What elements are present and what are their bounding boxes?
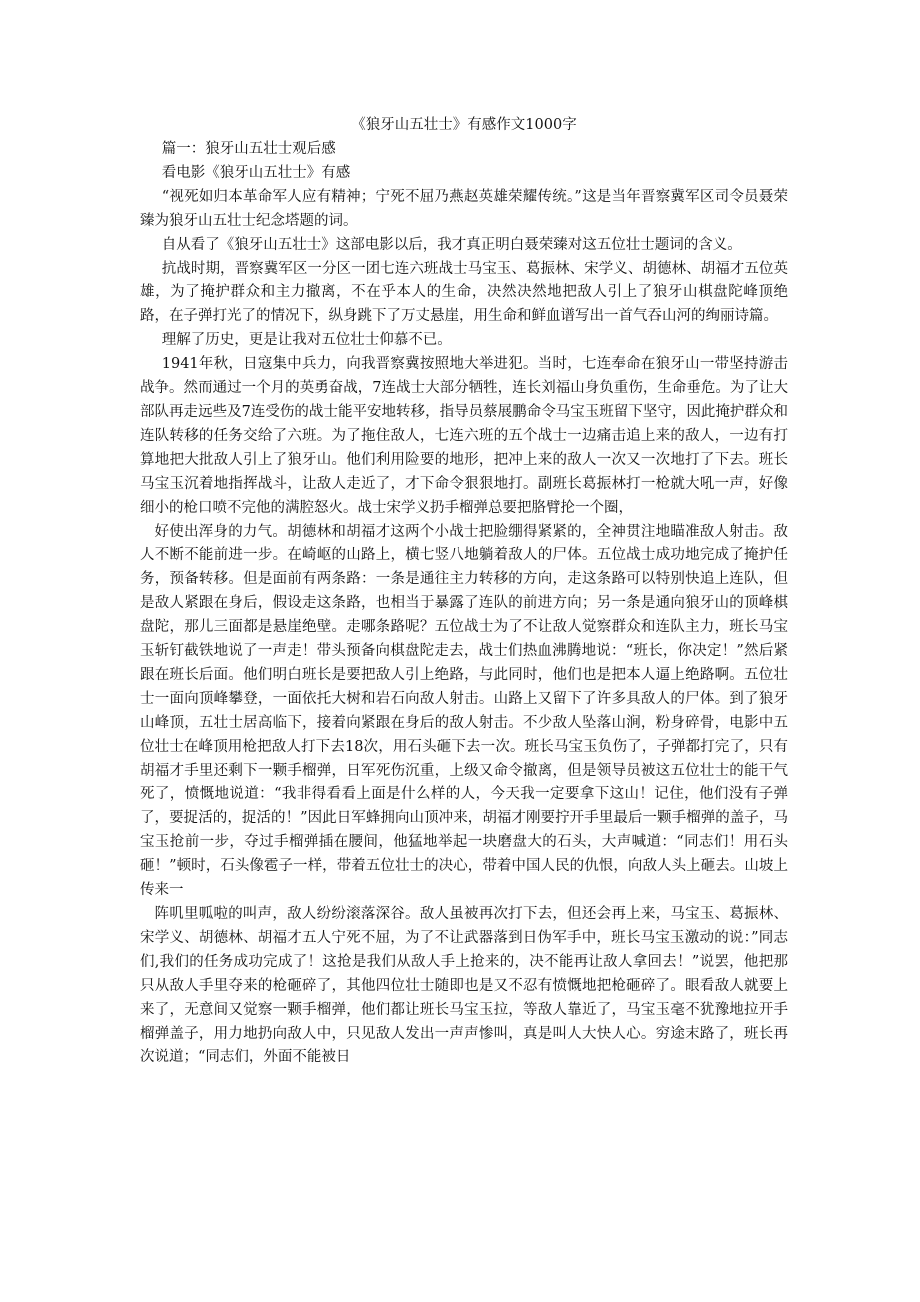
paragraph-quote: “视死如归本革命军人应有精神；宁死不屈乃燕赵英雄荣耀传统。”这是当年晋察冀军区司令员聂荣臻为狼牙山五壮士纪念塔题的词。: [140, 188, 788, 229]
document-page: [140, 114, 788, 1070]
paragraph-subtitle: 看电影《狼牙山五壮士》有感: [161, 164, 351, 181]
paragraph-body: 抗战时期，晋察冀军区一分区一团七连六班战士马宝玉、葛振林、宋学义、胡德林、胡福才五位英雄，为了掩护群众和主力撤离，不在乎本人的生命，决然决然地把敌人引上了狼牙山棋盘陀峰顶绝路，在子弹打光了的情况下，纵身跳下了万丈悬崖，用生命和鲜血谱写出一首气吞山河的绚丽诗篇。: [140, 260, 788, 325]
document-title: 《狼牙山五壮士》有感作文1000字: [351, 117, 577, 133]
paragraph-body: 阵叽里呱啦的叫声，敌人纷纷滚落深谷。敌人虽被再次打下去，但还会再上来，马宝玉、葛振林、宋学义、胡德林、胡福才五人宁死不屈，为了不让武器落到日伪军手中，班长马宝玉激动的说：”同志们,我们的任务成功完成了！这抢是我们从敌人手上抢来的，决不能再让敌人拿回去！”说罢，他把那只从敌人手里夺来的枪砸碎了，其他四位壮士随即也是又不忍有愤慨地把枪砸碎了。眼看敌人就要上来了，无意间又觉察一颗手榴弹，他们都让班长马宝玉拉，等敌人靠近了，马宝玉毫不犹豫地拉开手榴弹盖子，用力地扔向敌人中，只见敌人发出一声声惨叫，真是叫人大快人心。穷途末路了，班长再次说道；“同志们，外面不能被日: [140, 906, 788, 1066]
paragraph-section-heading: 篇一：狼牙山五壮士观后感: [161, 141, 336, 157]
paragraph-body: 1941年秋，日寇集中兵力，向我晋察冀按照地大举进犯。当时，七连奉命在狼牙山一带坚持游击战争。然而通过一个月的英勇奋战，7连战士大部分牺牲，连长刘福山身负重伤，生命垂危。为了让大部队再走远些及7连受伤的战士能平安地转移，指导员蔡展鹏命令马宝玉班留下坚守，因此掩护群众和连队转移的任务交给了六班。为了拖住敌人，七连六班的五个战士一边痛击追上来的敌人，一边有打算地把大批敌人引上了狼牙山。他们利用险要的地形，把冲上来的敌人一次又一次地打了下去。班长马宝玉沉着地指挥战斗，让敌人走近了，才下命令狠狠地打。副班长葛振林打一枪就大吼一声，好像细小的枪口喷不完他的满腔怒火。战士宋学义扔手榴弹总要把胳臂抡一个圈，: [140, 356, 788, 516]
paragraph-body: 好使出浑身的力气。胡德林和胡福才这两个小战士把脸绷得紧紧的，全神贯注地瞄准敌人射击。敌人不断不能前进一步。在崎岖的山路上，横七竖八地躺着敌人的尸体。五位战士成功地完成了掩护任务，预备转移。但是面前有两条路：一条是通往主力转移的方向，走这条路可以特别快追上连队，但是敌人紧跟在身后，假设走这条路，也相当于暴露了连队的前进方向；另一条是通向狼牙山的顶峰棋盘陀，那儿三面都是悬崖绝壁。走哪条路呢？五位战士为了不让敌人觉察群众和连队主力，班长马宝玉斩钉截铁地说了一声走！带头预备向棋盘陀走去，战士们热血沸腾地说：“班长，你决定！”然后紧跟在班长后面。他们明白班长是要把敌人引上绝路，与此同时，他们也是把本人逼上绝路啊。五位壮士一面向顶峰攀登，一面依托大树和岩石向敌人射击。山路上又留下了许多具敌人的尸体。到了狼牙山峰顶，五壮士居高临下，接着向紧跟在身后的敌人射击。不少敌人坠落山涧，粉身碎骨，电影中五位壮士在峰顶用枪把敌人打下去18次，用石头砸下去一次。班长马宝玉负伤了，子弹都打完了，只有胡福才手里还剩下一颗手榴弹，日军死伤沉重，上级又命令撤离，但是领导员被这五位壮士的能干气死了，愤慨地说道：“我非得看看上面是什么样的人，今天我一定要拿下这山！记住，他们没有子弹了，要捉活的，捉活的！”因此日军蜂拥向山顶冲来，胡福才刚要拧开手里最后一颗手榴弹的盖子，马宝玉抢前一步，夺过手榴弹插在腰间，他猛地举起一块磨盘大的石头，大声喊道：“同志们！用石头砸！”顿时，石头像雹子一样，带着五位壮士的决心，带着中国人民的仇恨，向敌人头上砸去。山坡上传来一: [140, 523, 788, 899]
paragraph-body: 理解了历史，更是让我对五位壮士仰慕不已。: [161, 332, 452, 349]
paragraph-body: 自从看了《狼牙山五壮士》这部电影以后，我才真正明白聂荣臻对这五位壮士题词的含义。: [161, 236, 742, 253]
